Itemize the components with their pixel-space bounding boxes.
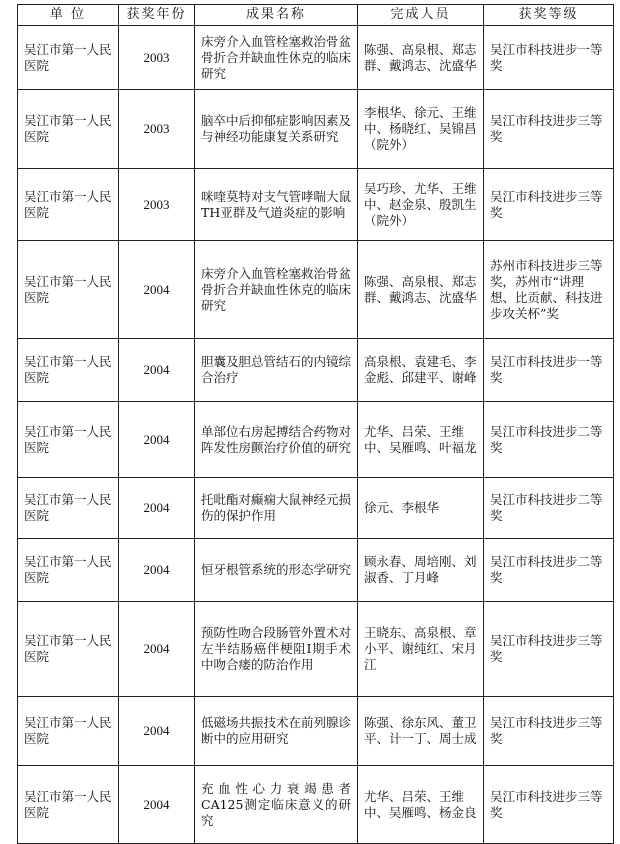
- awards-document: [17, 4, 613, 844]
- unit-cell: 吴江市第一人民医院: [18, 26, 119, 90]
- year-cell: 2004: [119, 539, 195, 602]
- year-cell: 2004: [119, 241, 195, 339]
- table-row: [18, 26, 614, 90]
- header-year: 获奖年份: [119, 5, 195, 26]
- year-cell: 2003: [119, 169, 195, 241]
- unit-cell: 吴江市第一人民医院: [18, 169, 119, 241]
- award-cell: 吴江市科技进步二等奖: [484, 478, 614, 539]
- award-cell: 吴江市科技进步三等奖: [484, 697, 614, 766]
- table-row: [18, 478, 614, 539]
- header-title: 成果名称: [195, 5, 358, 26]
- unit-cell: 吴江市第一人民医院: [18, 697, 119, 766]
- unit-cell: 吴江市第一人民医院: [18, 766, 119, 844]
- people-cell: 李根华、徐元、王维中、杨晓红、吴锦昌（院外）: [358, 90, 484, 169]
- title-cell: 预防性吻合段肠管外置术对左半结肠癌伴梗阻Ⅰ期手术中吻合瘘的防治作用: [195, 602, 358, 697]
- award-cell: 吴江市科技进步二等奖: [484, 539, 614, 602]
- year-cell: 2004: [119, 478, 195, 539]
- people-cell: 陈强、高泉根、郑志群、戴鸿志、沈盛华: [358, 26, 484, 90]
- people-cell: 徐元、李根华: [358, 478, 484, 539]
- table-row: [18, 402, 614, 478]
- year-cell: 2004: [119, 766, 195, 844]
- people-cell: 陈强、徐东风、董卫平、计一丁、周士成: [358, 697, 484, 766]
- table-row: [18, 169, 614, 241]
- award-cell: 吴江市科技进步三等奖: [484, 90, 614, 169]
- people-cell: 吴巧珍、尤华、王维中、赵金泉、殷凯生（院外）: [358, 169, 484, 241]
- header-unit: 单 位: [18, 5, 119, 26]
- title-cell: 恒牙根管系统的形态学研究: [195, 539, 358, 602]
- people-cell: 顾永春、周培刚、刘淑香、丁月峰: [358, 539, 484, 602]
- table-row: [18, 766, 614, 844]
- award-cell: 吴江市科技进步三等奖: [484, 169, 614, 241]
- table-row: [18, 339, 614, 402]
- award-cell: 吴江市科技进步三等奖: [484, 766, 614, 844]
- award-cell: 吴江市科技进步三等奖: [484, 602, 614, 697]
- year-cell: 2004: [119, 402, 195, 478]
- award-cell: 苏州市科技进步三等奖，苏州市“讲理想、比贡献、科技进步攻关杯”奖: [484, 241, 614, 339]
- table-row: [18, 241, 614, 339]
- unit-cell: 吴江市第一人民医院: [18, 339, 119, 402]
- award-cell: 吴江市科技进步二等奖: [484, 402, 614, 478]
- title-cell: 胆囊及胆总管结石的内镜综合治疗: [195, 339, 358, 402]
- unit-cell: 吴江市第一人民医院: [18, 90, 119, 169]
- year-cell: 2004: [119, 697, 195, 766]
- award-cell: 吴江市科技进步一等奖: [484, 26, 614, 90]
- people-cell: 王晓东、高泉根、章小平、谢纯红、宋月江: [358, 602, 484, 697]
- unit-cell: 吴江市第一人民医院: [18, 539, 119, 602]
- title-cell: 咪喹莫特对支气管哮喘大鼠TH亚群及气道炎症的影响: [195, 169, 358, 241]
- title-cell: 床旁介入血管栓塞救治骨盆骨折合并缺血性休克的临床研究: [195, 26, 358, 90]
- people-cell: 陈强、高泉根、郑志群、戴鸿志、沈盛华: [358, 241, 484, 339]
- year-cell: 2003: [119, 90, 195, 169]
- title-cell: 单部位右房起搏结合药物对阵发性房颤治疗价值的研究: [195, 402, 358, 478]
- title-cell: 脑卒中后抑郁症影响因素及与神经功能康复关系研究: [195, 90, 358, 169]
- awards-table: [17, 4, 614, 844]
- title-cell: 充血性心力衰竭患者CA125测定临床意义的研究: [195, 766, 358, 844]
- title-cell: 床旁介入血管栓塞救治骨盆骨折合并缺血性休克的临床研究: [195, 241, 358, 339]
- header-people: 完成人员: [358, 5, 484, 26]
- header-award: 获奖等级: [484, 5, 614, 26]
- unit-cell: 吴江市第一人民医院: [18, 241, 119, 339]
- unit-cell: 吴江市第一人民医院: [18, 402, 119, 478]
- title-cell: 托吡酯对癫痫大鼠神经元损伤的保护作用: [195, 478, 358, 539]
- table-row: [18, 90, 614, 169]
- year-cell: 2003: [119, 26, 195, 90]
- table-row: [18, 539, 614, 602]
- people-cell: 尤华、吕荣、王维中、吴雁鸣、叶福龙: [358, 402, 484, 478]
- award-cell: 吴江市科技进步一等奖: [484, 339, 614, 402]
- unit-cell: 吴江市第一人民医院: [18, 602, 119, 697]
- title-cell: 低磁场共振技术在前列腺诊断中的应用研究: [195, 697, 358, 766]
- year-cell: 2004: [119, 602, 195, 697]
- people-cell: 尤华、吕荣、王维中、吴雁鸣、杨金良: [358, 766, 484, 844]
- table-row: [18, 697, 614, 766]
- table-row: [18, 602, 614, 697]
- unit-cell: 吴江市第一人民医院: [18, 478, 119, 539]
- year-cell: 2004: [119, 339, 195, 402]
- people-cell: 高泉根、袁建毛、李金彪、邱建平、谢峰: [358, 339, 484, 402]
- header-row: [18, 5, 614, 26]
